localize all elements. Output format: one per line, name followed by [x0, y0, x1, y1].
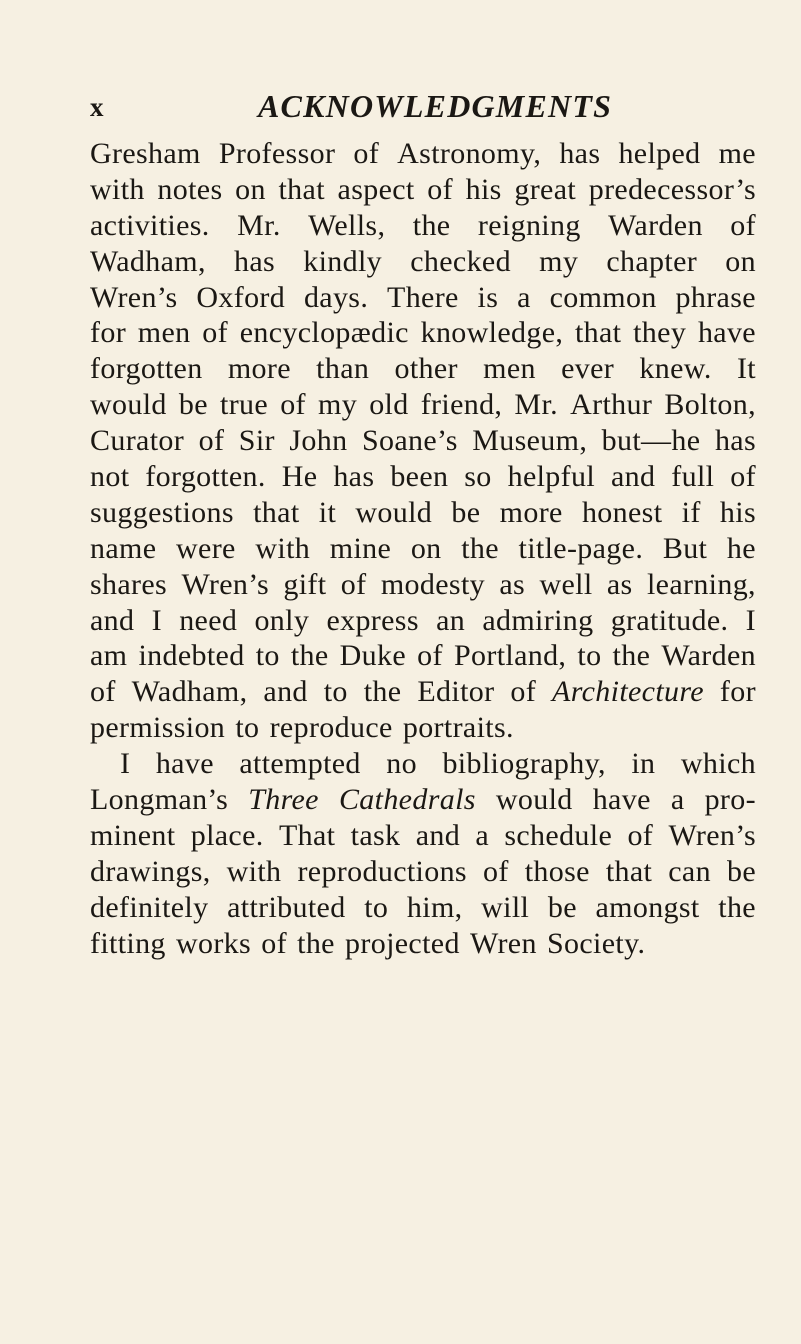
word: modesty: [380, 567, 485, 601]
word: Wren’s: [668, 818, 756, 852]
word: more: [499, 495, 563, 529]
word: those: [524, 854, 590, 888]
text-line: [90, 244, 756, 280]
text-line: [90, 710, 756, 746]
word: that: [278, 172, 325, 206]
word: There: [387, 280, 459, 314]
word: me: [718, 137, 756, 170]
word: Society.: [547, 926, 646, 960]
word: of: [427, 172, 453, 206]
word: He: [281, 460, 318, 494]
word: true: [220, 388, 269, 422]
word: But: [662, 531, 708, 565]
text-line: [90, 459, 756, 495]
word: old: [369, 388, 409, 422]
word: Wren’s: [181, 567, 269, 601]
running-title: ACKNOWLEDGMENTS: [258, 88, 613, 124]
word: an: [436, 603, 466, 637]
word: men: [137, 316, 191, 350]
word: notes: [157, 172, 223, 206]
word: has: [559, 137, 601, 170]
text-line: [90, 351, 756, 387]
word: not: [90, 460, 130, 494]
word: Museum,: [472, 424, 588, 458]
word: predecessor’s: [588, 172, 756, 206]
word: be: [178, 388, 208, 422]
word: the: [412, 208, 451, 242]
text-line: [90, 531, 756, 567]
word: attempted: [239, 747, 361, 781]
word: a: [670, 783, 685, 817]
word: has: [714, 424, 756, 458]
word: title-page.: [518, 531, 644, 565]
text-line: [90, 638, 756, 674]
word: days.: [303, 280, 369, 314]
text-line: [90, 890, 756, 926]
word: portraits.: [402, 711, 514, 745]
word: bibliography,: [442, 747, 606, 781]
italic-title-word: Three: [248, 783, 319, 817]
word: with: [255, 531, 311, 565]
word: Warden: [661, 639, 756, 673]
word: be: [451, 495, 481, 529]
word: I: [151, 603, 162, 637]
word: gift: [283, 567, 327, 601]
word: which: [680, 747, 756, 781]
word: mine: [329, 531, 392, 565]
text-line: [90, 387, 756, 423]
word: of: [340, 567, 367, 601]
word: Portland,: [453, 639, 567, 673]
word: that: [605, 854, 653, 888]
body-text: [90, 136, 756, 961]
text-line: [90, 818, 756, 854]
word: knew.: [639, 352, 712, 386]
word: were: [176, 531, 236, 565]
word: him,: [406, 890, 463, 924]
word: with: [90, 172, 145, 206]
word: reproductions: [297, 854, 467, 888]
text-line: [90, 208, 756, 244]
word: has: [234, 244, 276, 278]
text-line: [90, 782, 756, 818]
text-line: [90, 423, 756, 459]
word: knowledge,: [420, 316, 564, 350]
word: it: [318, 495, 337, 529]
word: kindly: [303, 244, 383, 278]
word: to: [235, 711, 260, 745]
word: and: [263, 675, 308, 709]
word: would: [495, 783, 573, 817]
word: on: [725, 244, 756, 278]
word: Mr.: [514, 388, 558, 422]
word: Editor: [417, 675, 495, 709]
word: a: [475, 818, 490, 852]
word: of: [90, 675, 116, 709]
word: ever: [561, 352, 615, 386]
word: to: [255, 639, 280, 673]
word: reigning: [477, 208, 581, 242]
word: That: [278, 818, 336, 852]
word: forgotten: [90, 352, 203, 386]
word: forgotten.: [145, 460, 266, 494]
text-line: [90, 315, 756, 351]
text-line: [90, 746, 756, 782]
word: fitting: [90, 926, 166, 960]
word: will: [481, 890, 530, 924]
word: activities.: [90, 208, 210, 242]
word: he: [726, 531, 756, 565]
word: definitely: [90, 890, 209, 924]
word: with: [226, 854, 282, 888]
word: is: [477, 280, 499, 314]
word: in: [631, 747, 656, 781]
word: aspect: [337, 172, 415, 206]
word: the: [297, 926, 335, 960]
word: but—he: [601, 424, 701, 458]
word: Mr.: [237, 208, 281, 242]
word: chapter: [606, 244, 698, 278]
word: a: [517, 280, 531, 314]
word: men: [483, 352, 536, 386]
word: Wren’s: [90, 280, 178, 314]
word: attributed: [227, 890, 346, 924]
word: his: [719, 495, 756, 529]
word: his: [465, 172, 502, 206]
word: honest: [581, 495, 663, 529]
text-line: [90, 136, 756, 172]
word: It: [736, 352, 756, 386]
word: express: [326, 603, 419, 637]
word: Warden: [608, 208, 703, 242]
word: place.: [190, 818, 264, 852]
word: Gresham: [90, 137, 201, 170]
word: schedule: [504, 818, 613, 852]
word: of: [353, 137, 380, 170]
word: other: [394, 352, 458, 386]
word: Wadham,: [90, 244, 206, 278]
word: reproduce: [269, 711, 393, 745]
word: the: [461, 531, 499, 565]
word: drawings,: [90, 854, 211, 888]
word: on: [410, 531, 442, 565]
word: phrase: [675, 280, 756, 314]
word: to: [364, 890, 389, 924]
word: Longman’s: [90, 783, 229, 817]
word: no: [386, 747, 417, 781]
word: be: [547, 890, 577, 924]
word: to: [323, 675, 348, 709]
word: task: [350, 818, 401, 852]
word: I: [120, 747, 131, 781]
text-line: [90, 674, 756, 710]
word: Astronomy,: [397, 137, 542, 170]
word: Professor: [218, 137, 336, 170]
word: so: [464, 460, 492, 494]
word: shares: [90, 567, 168, 601]
word: that: [253, 495, 300, 529]
word: helpful: [507, 460, 596, 494]
word: Oxford: [196, 280, 286, 314]
word: be: [726, 854, 756, 888]
word: on: [235, 172, 266, 206]
word: pro-: [704, 783, 756, 817]
word: and: [415, 818, 461, 852]
word: Duke: [339, 639, 407, 673]
word: the: [363, 675, 402, 709]
word: am: [90, 639, 128, 673]
word: of: [198, 424, 225, 458]
word: Arthur: [570, 388, 653, 422]
word: of: [280, 388, 306, 422]
word: of: [730, 460, 756, 494]
word: Wells,: [308, 208, 386, 242]
running-head: [90, 88, 740, 128]
word: and: [90, 603, 135, 637]
word: permission: [90, 711, 226, 745]
text-line: [90, 603, 756, 639]
word: would: [90, 388, 167, 422]
word: my: [318, 388, 358, 422]
word: indebted: [138, 639, 245, 673]
word: John: [289, 424, 348, 458]
word: as: [606, 567, 633, 601]
word: only: [254, 603, 310, 637]
word: if: [681, 495, 701, 529]
word: can: [668, 854, 711, 888]
word: need: [179, 603, 238, 637]
word: my: [539, 244, 579, 278]
word: more: [227, 352, 291, 386]
word: helped: [618, 137, 701, 170]
word: amongst: [595, 890, 700, 924]
word: learning,: [646, 567, 756, 601]
page-number: x: [90, 92, 104, 122]
word: to: [577, 639, 602, 673]
word: of: [627, 818, 654, 852]
word: Wadham,: [131, 675, 248, 709]
word: Sir: [238, 424, 275, 458]
word: have: [697, 316, 756, 350]
text-line: [90, 567, 756, 603]
word: have: [155, 747, 214, 781]
word: Curator: [90, 424, 185, 458]
word: of: [261, 926, 287, 960]
text-line: [90, 854, 756, 890]
text-line: [90, 280, 756, 316]
word: Wren: [469, 926, 537, 960]
word: than: [316, 352, 370, 386]
word: for: [90, 316, 127, 350]
word: and: [610, 460, 656, 494]
italic-title-word: Architecture: [552, 675, 704, 709]
word: the: [718, 890, 756, 924]
word: I: [745, 603, 756, 637]
word: Soane’s: [361, 424, 458, 458]
word: would: [355, 495, 433, 529]
text-line: [90, 495, 756, 531]
word: the: [290, 639, 329, 673]
word: well: [539, 567, 593, 601]
word: admiring: [482, 603, 594, 637]
word: encyclopædic: [239, 316, 409, 350]
word: projected: [345, 926, 460, 960]
italic-title-word: Cathedrals: [338, 783, 476, 817]
word: as: [499, 567, 526, 601]
word: full: [671, 460, 715, 494]
word: gratitude.: [610, 603, 729, 637]
word: common: [549, 280, 657, 314]
word: Bolton,: [664, 388, 756, 422]
word: friend,: [420, 388, 503, 422]
word: name: [90, 531, 157, 565]
word: of: [510, 675, 537, 709]
word: has: [333, 460, 375, 494]
word: great: [514, 172, 577, 206]
word: minent: [90, 818, 176, 852]
word: for: [719, 675, 756, 709]
word: the: [612, 639, 651, 673]
text-line: [90, 926, 756, 962]
word: suggestions: [90, 495, 234, 529]
word: they: [633, 316, 687, 350]
word: of: [202, 316, 228, 350]
text-line: [90, 172, 756, 208]
word: that: [574, 316, 622, 350]
word: works: [175, 926, 252, 960]
word: been: [390, 460, 449, 494]
word: of: [483, 854, 509, 888]
word: of: [730, 208, 756, 242]
word: checked: [410, 244, 511, 278]
word: have: [592, 783, 651, 817]
word: of: [417, 639, 443, 673]
